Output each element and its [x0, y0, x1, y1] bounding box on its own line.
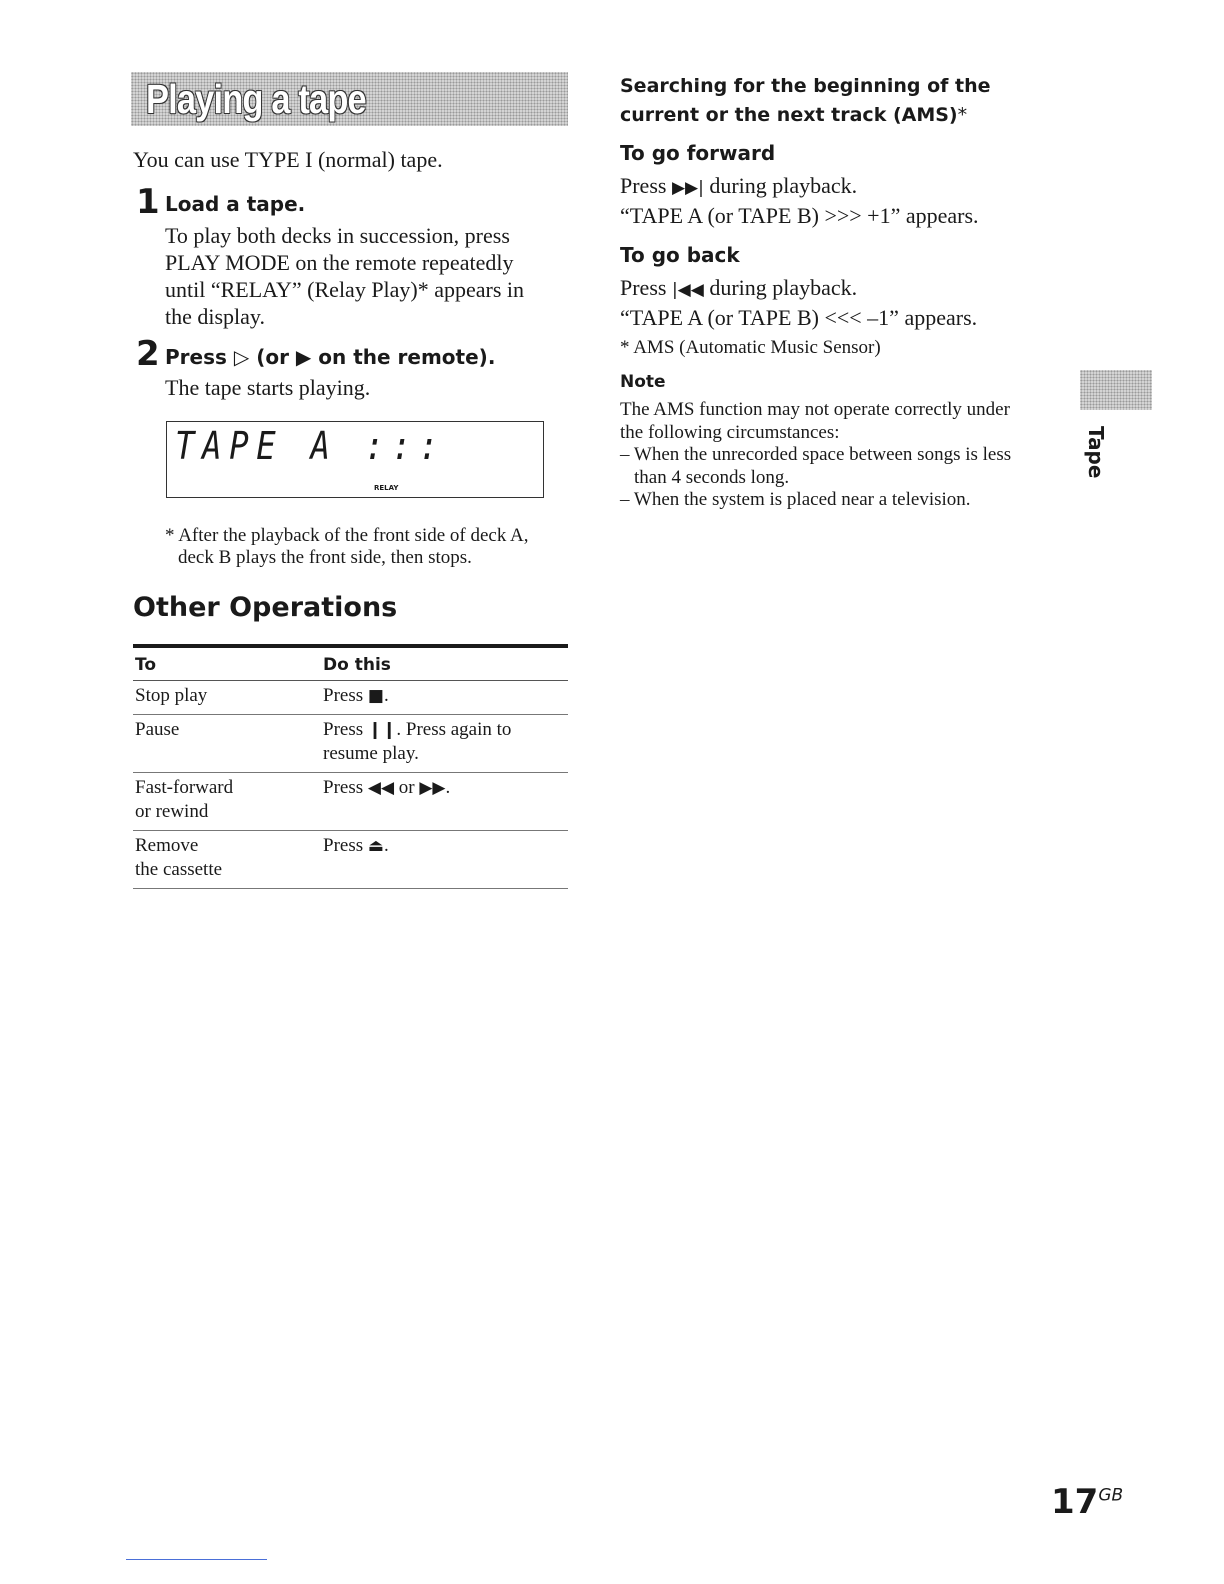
previous-track-icon: |◀◀ — [671, 280, 704, 300]
step-2-body: The tape starts playing. — [165, 375, 371, 400]
table-cell-do — [321, 773, 568, 831]
note-line: than 4 seconds long. — [634, 466, 790, 488]
section-tab — [1080, 370, 1152, 410]
table-cell-to — [133, 681, 321, 715]
body-text: “TAPE A (or TAPE B) >>> +1” appears. — [620, 203, 979, 228]
ams-heading-asterisk: * — [957, 104, 968, 126]
play-outline-icon: ▷ — [233, 345, 250, 369]
footnote-line: deck B plays the front side, then stops. — [178, 547, 472, 568]
table-cell-to — [133, 831, 321, 889]
note-line: the following circumstances: — [620, 421, 840, 443]
table-row — [133, 681, 568, 715]
step-2-title-text: on the remote). — [311, 345, 496, 369]
cell-text: or — [394, 777, 420, 798]
cell-text: . — [383, 685, 389, 706]
rewind-icon: ◀◀ — [367, 778, 395, 798]
cell-text: . Press again to — [396, 719, 512, 740]
go-forward-heading: To go forward — [620, 141, 776, 165]
cell-text: Press — [323, 719, 368, 740]
bottom-divider — [126, 1559, 267, 1560]
cell-line: Remove — [135, 835, 199, 856]
table-row — [133, 715, 568, 773]
body-text: during playback. — [703, 275, 858, 300]
body-text: Press — [620, 275, 672, 300]
ams-heading-line: Searching for the beginning of the — [620, 75, 991, 97]
step-2-number: 2 — [136, 334, 160, 374]
ams-heading-line: current or the next track (AMS) — [620, 104, 958, 126]
cell-line: Fast-forward — [135, 777, 234, 798]
table-row — [133, 831, 568, 889]
relay-footnote — [165, 525, 529, 569]
display-relay-indicator: RELAY — [374, 484, 399, 492]
step-1-body-line: the display. — [165, 304, 265, 329]
page-number-value: 17 — [1051, 1482, 1099, 1522]
go-back-heading: To go back — [620, 243, 740, 267]
table-cell-to — [133, 715, 321, 773]
cell-line: resume play. — [323, 743, 419, 764]
body-text: Press — [620, 173, 672, 198]
step-1-body — [165, 222, 524, 330]
step-1-title: Load a tape. — [165, 192, 306, 216]
page-title: Playing a tape — [146, 76, 366, 122]
cell-text: Press — [323, 777, 368, 798]
note-heading: Note — [620, 372, 666, 392]
cell-text: . — [383, 835, 389, 856]
cell-text: Press — [323, 835, 368, 856]
step-1-body-line: PLAY MODE on the remote repeatedly — [165, 250, 514, 275]
column-header-to: To — [133, 646, 321, 681]
go-back-body — [620, 274, 977, 331]
page-number — [1051, 1482, 1123, 1522]
fast-forward-icon: ▶▶ — [419, 778, 446, 798]
cell-line: or rewind — [135, 801, 209, 822]
cell-text: . — [445, 777, 451, 798]
table-cell-do — [321, 681, 568, 715]
display-main-text: TAPE A ::: — [175, 424, 446, 468]
note-line: The AMS function may not operate correctly under — [620, 399, 1010, 420]
note-line: – When the system is placed near a television. — [620, 489, 971, 510]
cell-line: the cassette — [135, 859, 223, 880]
operations-table — [133, 644, 568, 889]
intro-text: You can use TYPE I (normal) tape. — [133, 147, 443, 172]
cell-line: Pause — [135, 719, 180, 740]
table-cell-do — [321, 715, 568, 773]
note-body — [620, 399, 1011, 512]
body-text: “TAPE A (or TAPE B) <<< –1” appears. — [620, 305, 978, 330]
step-2-title — [165, 345, 495, 369]
section-tab-label: Tape — [1084, 426, 1108, 479]
table-cell-to — [133, 773, 321, 831]
footnote-line: * After the playback of the front side of deck A, — [165, 525, 529, 546]
eject-icon: ⏏ — [367, 836, 384, 856]
table-cell-do — [321, 831, 568, 889]
table-row — [133, 773, 568, 831]
body-text: during playback. — [703, 173, 858, 198]
note-line: – When the unrecorded space between songs is less — [620, 444, 1012, 465]
step-1-number: 1 — [136, 182, 160, 222]
play-icon: ▶ — [295, 345, 312, 369]
cell-text: Press — [323, 685, 368, 706]
step-2-title-text: Press — [165, 345, 234, 369]
stop-icon: ■ — [367, 686, 384, 706]
table-header-row — [133, 646, 568, 681]
step-2-title-text: (or — [249, 345, 296, 369]
column-header-do-this: Do this — [321, 646, 568, 681]
page-number-suffix: GB — [1098, 1485, 1124, 1506]
cell-line: Stop play — [135, 685, 208, 706]
ams-footnote: * AMS (Automatic Music Sensor) — [620, 337, 881, 358]
ams-heading — [620, 72, 991, 130]
step-1-body-line: until “RELAY” (Relay Play)* appears in — [165, 277, 525, 302]
pause-icon: ❙❙ — [367, 720, 397, 740]
next-track-icon: ▶▶| — [671, 178, 704, 198]
go-forward-body — [620, 172, 979, 229]
step-1-body-line: To play both decks in succession, press — [165, 223, 510, 248]
other-operations-heading: Other Operations — [133, 592, 398, 623]
